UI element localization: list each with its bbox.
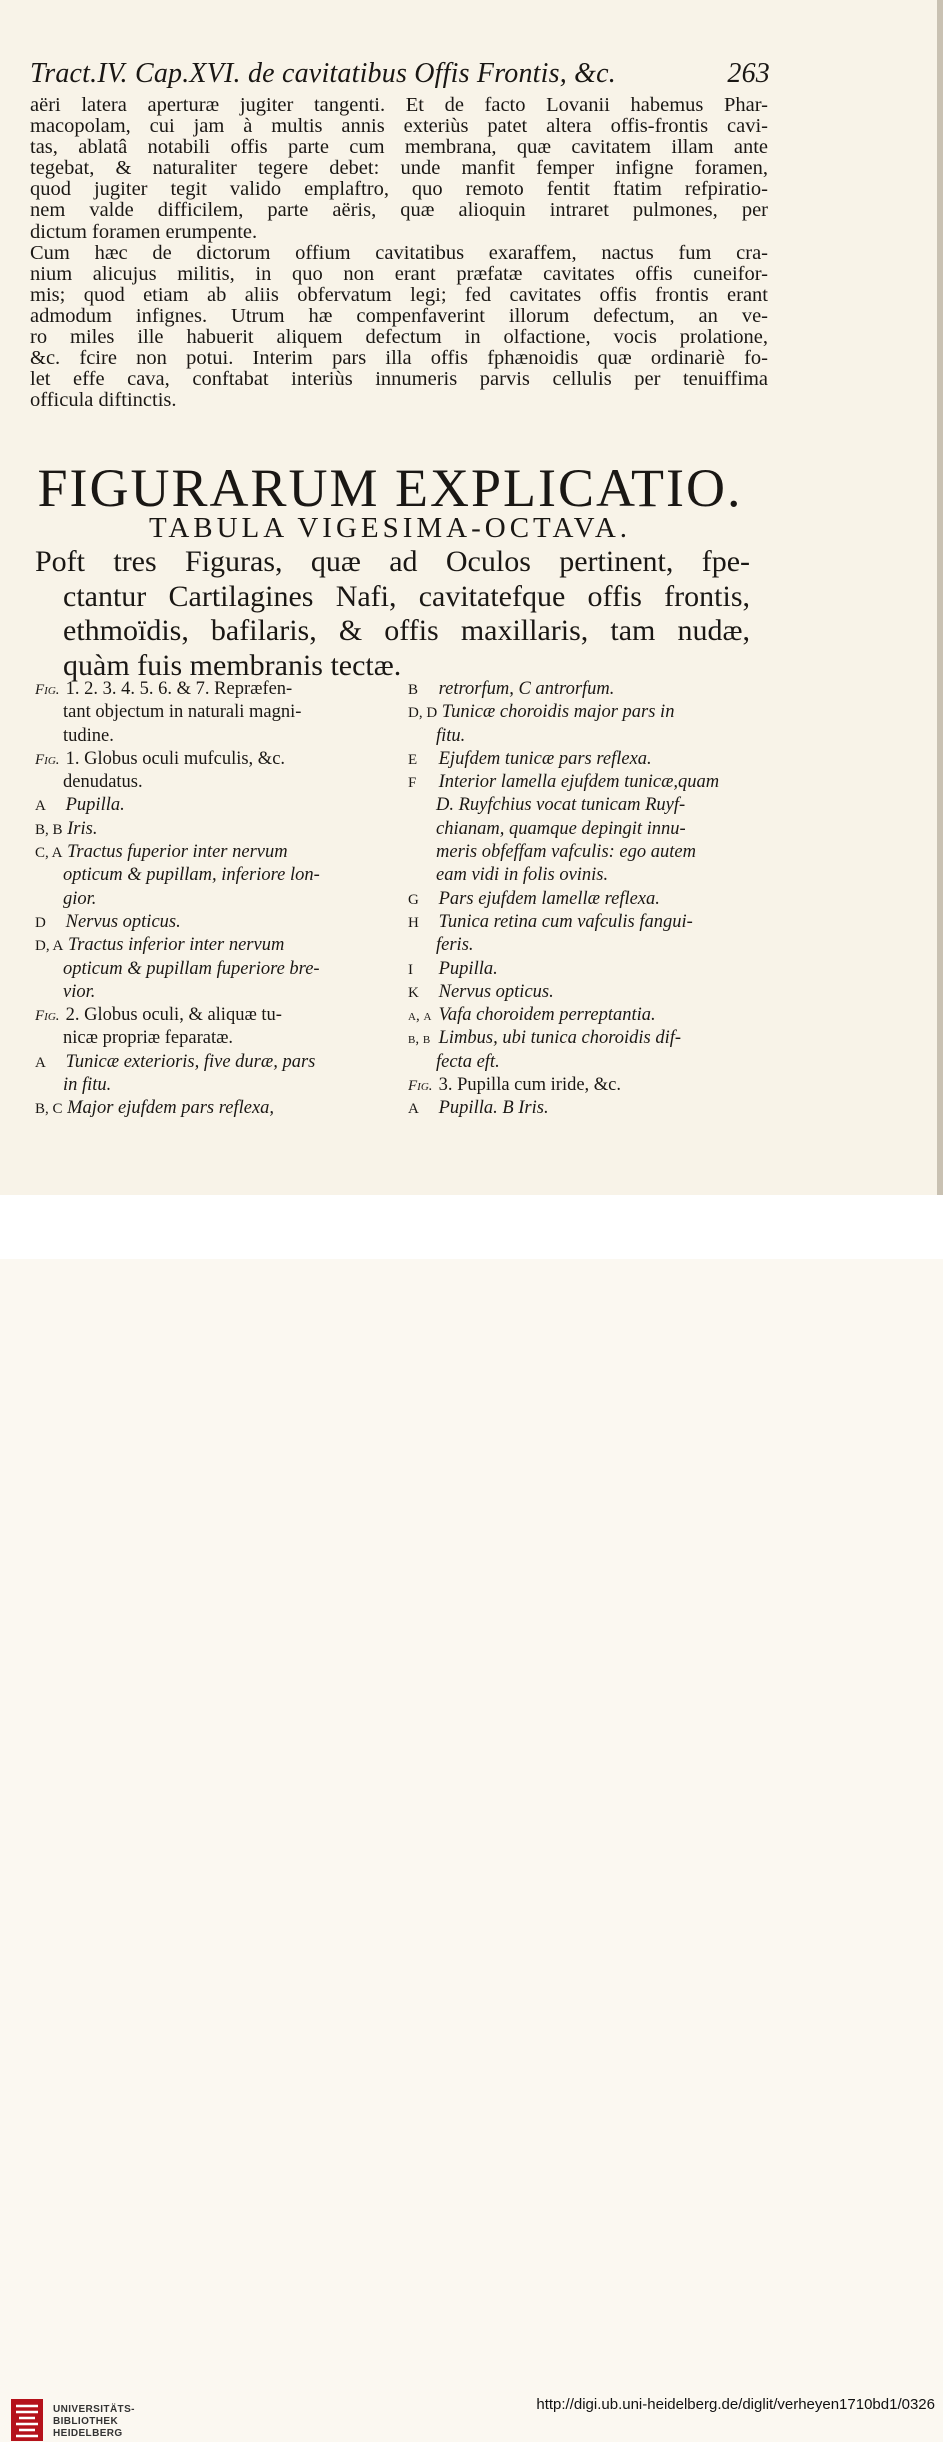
- legend-entry: [35, 981, 385, 1004]
- legend-entry: [408, 864, 753, 887]
- legend-entry: [408, 1074, 753, 1097]
- intro-paragraph: [35, 545, 750, 683]
- legend-text: Tractus fuperior inter nervum: [67, 842, 288, 863]
- legend-entry: [408, 1027, 753, 1050]
- legend-entry: [408, 1051, 753, 1074]
- legend-text: Nervus opticus.: [65, 911, 181, 932]
- text-line: officula diftinctis.: [30, 390, 177, 412]
- legend-text: Major ejufdem pars reflexa,: [67, 1098, 275, 1119]
- legend-text: fecta eft.: [436, 1051, 500, 1072]
- legend-text: Pupilla. B Iris.: [438, 1098, 549, 1119]
- intro-line: quàm fuis membranis tectæ.: [63, 648, 402, 682]
- text-line: tas, ablatâ notabili offis parte cum membrana, quæ cavitatem illam ante: [30, 137, 768, 159]
- legend-text: nicæ propriæ feparatæ.: [63, 1028, 234, 1049]
- running-header: [30, 58, 770, 90]
- legend-entry: [35, 1051, 385, 1074]
- legend-label: E: [408, 751, 418, 768]
- scanned-page: [0, 0, 943, 1195]
- footer-bar: [0, 1195, 943, 2439]
- legend-text: 1. Globus oculi mufculis, &c.: [65, 748, 286, 769]
- intro-line: ethmoïdis, bafilaris, & offis maxillaris, tam nudæ,: [63, 614, 750, 647]
- legend-label: B: [408, 682, 419, 698]
- legend-text: 1. 2. 3. 4. 5. 6. & 7. Repræfen-: [65, 679, 293, 699]
- text-line: tegebat, & naturaliter tegere debet: unde manfit femper infigne foramen,: [30, 158, 768, 180]
- legend-entry: [35, 864, 385, 887]
- legend-text: Limbus, ubi tunica choroidis dif-: [438, 1028, 682, 1049]
- legend-entry: [408, 1097, 753, 1120]
- legend-text: Pars ejufdem lamellæ reflexa.: [438, 888, 660, 909]
- legend-label: a, a: [408, 1008, 432, 1025]
- legend-label: Fig.: [35, 1008, 60, 1025]
- legend-text: in fitu.: [63, 1075, 112, 1096]
- legend-entry: [35, 841, 385, 864]
- legend-entry: [35, 701, 385, 724]
- legend-entry: [35, 748, 385, 771]
- left-column: [35, 678, 385, 1121]
- legend-entry: [408, 888, 753, 911]
- legend-label: B, B: [35, 821, 63, 838]
- legend-text: Tunicæ choroidis major pars in: [441, 702, 675, 723]
- legend-text: eam vidi in folis ovinis.: [436, 865, 609, 886]
- legend-entry: [408, 841, 753, 864]
- legend-text: 2. Globus oculi, & aliquæ tu-: [65, 1005, 282, 1026]
- section-subtitle: TABULA VIGESIMA-OCTAVA.: [148, 512, 632, 544]
- legend-text: Iris.: [67, 818, 98, 839]
- legend-entry: [408, 958, 753, 981]
- legend-entry: [35, 934, 385, 957]
- legend-text: tudine.: [63, 725, 114, 746]
- text-line: macopolam, cui jam à multis annis exteriùs patet altera offis-frontis cavi-: [30, 116, 768, 138]
- legend-label: B, C: [35, 1101, 63, 1118]
- legend-text: Nervus opticus.: [438, 981, 554, 1002]
- legend-text: retrorfum, C antrorfum.: [438, 679, 615, 699]
- legend-text: Vafa choroidem perreptantia.: [438, 1005, 656, 1026]
- text-line: nem valde difficilem, parte aëris, quæ alioquin intraret pulmones, per: [30, 200, 768, 222]
- legend-entry: [35, 1004, 385, 1027]
- legend-entry: [35, 725, 385, 748]
- legend-text: tant objectum in naturali magni-: [63, 702, 302, 723]
- legend-label: Fig.: [35, 751, 60, 768]
- logo-line-3: HEIDELBERG: [53, 2428, 123, 2439]
- legend-text: Tractus inferior inter nervum: [67, 935, 285, 956]
- text-line: &c. fcire non potui. Interim pars illa offis fphænoidis quæ ordinariè fo-: [30, 348, 768, 370]
- legend-entry: [408, 911, 753, 934]
- legend-text: meris obfeffam vafculis: ego autem: [436, 842, 696, 863]
- header-title: Tract.IV. Cap.XVI. de cavitatibus Offis Frontis, &c.: [30, 58, 616, 89]
- legend-text: Pupilla.: [65, 795, 125, 816]
- legend-entry: [408, 934, 753, 957]
- source-url-link[interactable]: http://digi.ub.uni-heidelberg.de/diglit/verheyen1710bd1/0326: [536, 2396, 935, 2413]
- legend-entry: [408, 794, 753, 817]
- legend-entry: [35, 771, 385, 794]
- legend-text: D. Ruyfchius vocat tunicam Ruyf-: [436, 795, 686, 816]
- legend-text: Ejufdem tunicæ pars reflexa.: [438, 748, 652, 769]
- legend-text: Pupilla.: [438, 958, 498, 979]
- legend-entry: [408, 981, 753, 1004]
- legend-entry: [35, 818, 385, 841]
- text-line: aëri latera aperturæ jugiter tangenti. Et de facto Lovanii habemus Phar-: [30, 95, 768, 116]
- logo-line-2: BIBLIOTHEK: [53, 2416, 119, 2427]
- legend-entry: [35, 678, 385, 701]
- text-line: dictum foramen erumpente.: [30, 221, 258, 243]
- legend-text: Tunica retina cum vafculis fangui-: [438, 911, 693, 932]
- legend-label: I: [408, 961, 413, 978]
- intro-line: ctantur Cartilagines Nafi, cavitatefque offis frontis,: [63, 579, 750, 613]
- legend-entry: [408, 818, 753, 841]
- legend-label: G: [408, 891, 419, 908]
- logo-line-1: UNIVERSITÄTS-: [53, 2404, 135, 2415]
- legend-text: chianam, quamque depingit innu-: [436, 818, 686, 839]
- legend-entry: [35, 1074, 385, 1097]
- legend-entry: [35, 958, 385, 981]
- legend-text: fitu.: [436, 725, 466, 746]
- legend-label: A: [408, 1101, 419, 1118]
- legend-entry: [408, 1004, 753, 1027]
- legend-entry: [35, 888, 385, 911]
- legend-text: feris.: [436, 935, 474, 956]
- legend-text: 3. Pupilla cum iride, &c.: [438, 1075, 622, 1096]
- body-paragraphs: [30, 95, 768, 411]
- section-title: FIGURARUM EXPLICATIO.: [37, 458, 743, 518]
- page-number: 263: [727, 58, 770, 89]
- legend-text: opticum & pupillam fuperiore bre-: [63, 958, 320, 979]
- text-line: quod jugiter tegit valido emplaftro, quo remoto fentit ftatim refpiratio-: [30, 179, 768, 201]
- legend-label: H: [408, 914, 419, 931]
- legend-entry: [408, 678, 753, 701]
- legend-entry: [408, 725, 753, 748]
- legend-label: Fig.: [35, 682, 60, 698]
- legend-text: opticum & pupillam, inferiore lon-: [63, 865, 320, 886]
- legend-label: D: [35, 914, 46, 931]
- legend-label: C, A: [35, 845, 63, 862]
- right-column: [408, 678, 753, 1121]
- legend-label: F: [408, 775, 417, 792]
- text-line: nium alicujus militis, in quo non erant præfatæ cavitates offis cuneifor-: [30, 263, 768, 285]
- text-line: ro miles ille habuerit aliquem defectum in olfactione, vocis prolatione,: [30, 327, 768, 349]
- text-line: admodum infignes. Utrum hæ compenfaverint illorum defectum, an ve-: [30, 305, 768, 327]
- legend-entry: [408, 771, 753, 794]
- library-logo-icon: [10, 2398, 44, 2442]
- legend-text: vior.: [63, 981, 96, 1002]
- legend-label: D, D: [408, 705, 438, 722]
- legend-entry: [35, 794, 385, 817]
- legend-entry: [35, 1097, 385, 1120]
- legend-text: gior.: [63, 888, 97, 909]
- legend-entry: [35, 1027, 385, 1050]
- legend-label: A: [35, 1054, 46, 1071]
- text-line: let effe cava, conftabat interiùs innumeris parvis cellulis per tenuiffima: [30, 369, 768, 391]
- legend-label: A: [35, 798, 46, 815]
- legend-entry: [408, 748, 753, 771]
- legend-text: denudatus.: [63, 772, 143, 793]
- legend-entry: [408, 701, 753, 724]
- legend-entry: [35, 911, 385, 934]
- legend-text: Tunicæ exterioris, five duræ, pars: [65, 1051, 316, 1072]
- text-line: Cum hæc de dictorum offium cavitatibus exaraffem, nactus fum cra-: [30, 242, 768, 264]
- legend-label: b, b: [408, 1031, 431, 1048]
- text-line: mis; quod etiam ab aliis obfervatum legi; fed cavitates offis frontis erant: [30, 284, 768, 306]
- intro-line: Poft tres Figuras, quæ ad Oculos pertinent, fpe-: [35, 545, 750, 578]
- legend-label: D, A: [35, 938, 64, 955]
- legend-label: Fig.: [408, 1078, 433, 1095]
- library-logo-text: [53, 2404, 135, 2440]
- legend-label: K: [408, 984, 419, 1001]
- legend-text: Interior lamella ejufdem tunicæ,quam: [438, 772, 720, 793]
